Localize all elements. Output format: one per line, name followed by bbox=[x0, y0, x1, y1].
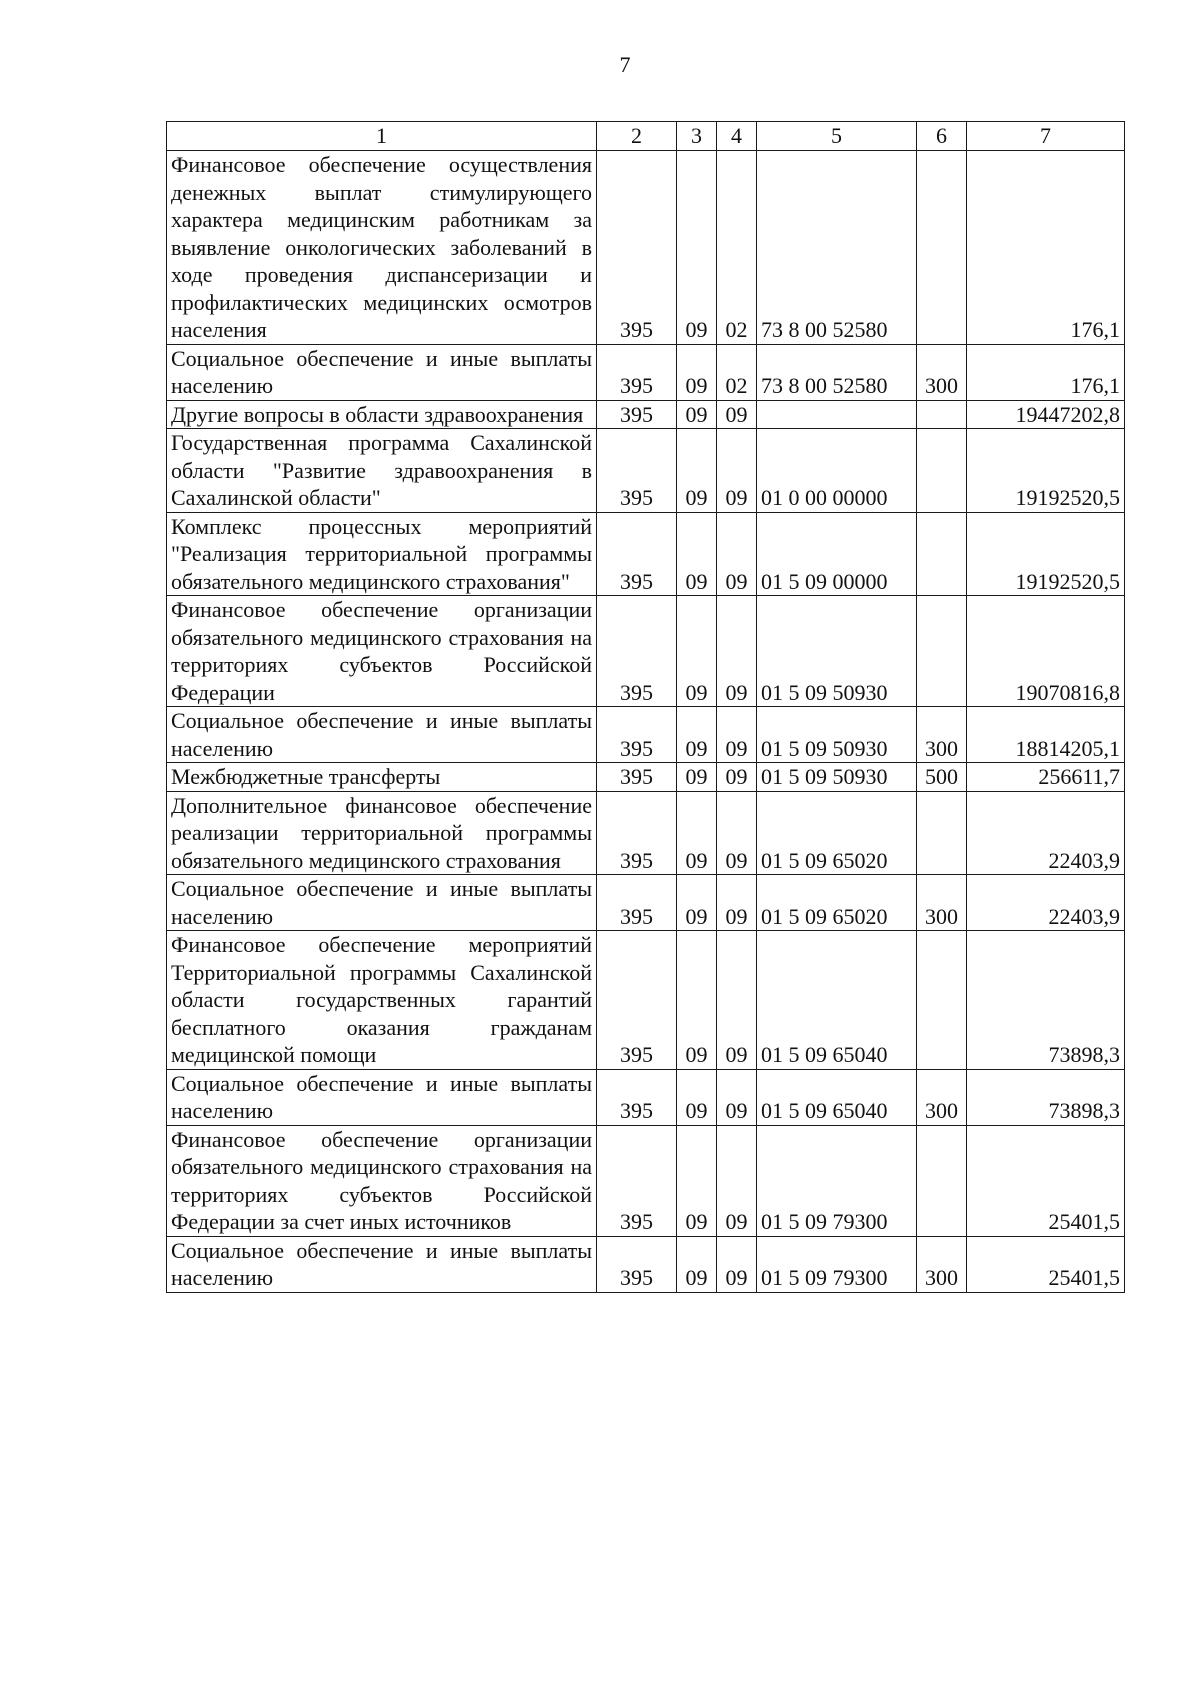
chapter-code-cell: 395 bbox=[597, 1236, 677, 1292]
amount-cell: 73898,3 bbox=[967, 931, 1125, 1070]
subsection-code-cell: 02 bbox=[717, 344, 757, 400]
expense-type-cell bbox=[917, 791, 967, 875]
chapter-code-cell: 395 bbox=[597, 429, 677, 513]
table-row bbox=[167, 151, 1125, 345]
expense-type-cell: 300 bbox=[917, 344, 967, 400]
row-name-cell: Социальное обеспечение и иные выплаты населению bbox=[167, 875, 597, 931]
page-number: 7 bbox=[619, 52, 631, 77]
amount-cell: 25401,5 bbox=[967, 1236, 1125, 1292]
expense-type-cell: 300 bbox=[917, 1069, 967, 1125]
section-code-cell: 09 bbox=[677, 707, 717, 763]
chapter-code-cell: 395 bbox=[597, 707, 677, 763]
column-header: 7 bbox=[967, 122, 1125, 151]
target-article-cell: 01 5 09 00000 bbox=[757, 512, 917, 596]
section-code-cell: 09 bbox=[677, 1069, 717, 1125]
row-name-cell: Финансовое обеспечение организации обязательного медицинского страхования на территориях субъектов Российской Федерации за счет иных источников bbox=[167, 1125, 597, 1236]
table-row bbox=[167, 931, 1125, 1070]
section-code-cell: 09 bbox=[677, 791, 717, 875]
section-code-cell: 09 bbox=[677, 151, 717, 345]
subsection-code-cell: 02 bbox=[717, 151, 757, 345]
table-row bbox=[167, 1069, 1125, 1125]
chapter-code-cell: 395 bbox=[597, 344, 677, 400]
chapter-code-cell: 395 bbox=[597, 875, 677, 931]
amount-cell: 19447202,8 bbox=[967, 400, 1125, 429]
expense-type-cell: 500 bbox=[917, 763, 967, 792]
row-name-cell: Дополнительное финансовое обеспечение реализации территориальной программы обязательного медицинского страхования bbox=[167, 791, 597, 875]
expense-type-cell bbox=[917, 931, 967, 1070]
amount-cell: 19070816,8 bbox=[967, 596, 1125, 707]
table-row bbox=[167, 1236, 1125, 1292]
table-row bbox=[167, 400, 1125, 429]
amount-cell: 176,1 bbox=[967, 151, 1125, 345]
row-name-cell: Социальное обеспечение и иные выплаты населению bbox=[167, 1236, 597, 1292]
target-article-cell: 01 5 09 65040 bbox=[757, 931, 917, 1070]
expense-type-cell: 300 bbox=[917, 875, 967, 931]
section-code-cell: 09 bbox=[677, 596, 717, 707]
section-code-cell: 09 bbox=[677, 875, 717, 931]
target-article-cell: 01 5 09 65020 bbox=[757, 875, 917, 931]
expense-type-cell bbox=[917, 429, 967, 513]
section-code-cell: 09 bbox=[677, 512, 717, 596]
target-article-cell: 01 5 09 65020 bbox=[757, 791, 917, 875]
expense-type-cell: 300 bbox=[917, 1236, 967, 1292]
expense-type-cell bbox=[917, 596, 967, 707]
chapter-code-cell: 395 bbox=[597, 1125, 677, 1236]
section-code-cell: 09 bbox=[677, 931, 717, 1070]
row-name-cell: Государственная программа Сахалинской области "Развитие здравоохранения в Сахалинской области" bbox=[167, 429, 597, 513]
chapter-code-cell: 395 bbox=[597, 763, 677, 792]
row-name-cell: Другие вопросы в области здравоохранения bbox=[167, 400, 597, 429]
expense-type-cell: 300 bbox=[917, 707, 967, 763]
chapter-code-cell: 395 bbox=[597, 791, 677, 875]
column-header: 5 bbox=[757, 122, 917, 151]
amount-cell: 73898,3 bbox=[967, 1069, 1125, 1125]
row-name-cell: Межбюджетные трансферты bbox=[167, 763, 597, 792]
table-row bbox=[167, 763, 1125, 792]
expense-type-cell bbox=[917, 512, 967, 596]
amount-cell: 25401,5 bbox=[967, 1125, 1125, 1236]
section-code-cell: 09 bbox=[677, 400, 717, 429]
column-header: 1 bbox=[167, 122, 597, 151]
subsection-code-cell: 09 bbox=[717, 1069, 757, 1125]
row-name-cell: Финансовое обеспечение осуществления денежных выплат стимулирующего характера медицинским работникам за выявление онкологических заболеваний в ходе проведения диспансеризации и профилактических медицинских осмотров населения bbox=[167, 151, 597, 345]
row-name-cell: Социальное обеспечение и иные выплаты населению bbox=[167, 707, 597, 763]
target-article-cell: 01 5 09 79300 bbox=[757, 1125, 917, 1236]
subsection-code-cell: 09 bbox=[717, 512, 757, 596]
target-article-cell: 01 5 09 50930 bbox=[757, 763, 917, 792]
subsection-code-cell: 09 bbox=[717, 763, 757, 792]
amount-cell: 19192520,5 bbox=[967, 512, 1125, 596]
column-header: 2 bbox=[597, 122, 677, 151]
chapter-code-cell: 395 bbox=[597, 596, 677, 707]
subsection-code-cell: 09 bbox=[717, 1125, 757, 1236]
column-header: 6 bbox=[917, 122, 967, 151]
subsection-code-cell: 09 bbox=[717, 400, 757, 429]
expense-type-cell bbox=[917, 400, 967, 429]
expense-type-cell bbox=[917, 151, 967, 345]
chapter-code-cell: 395 bbox=[597, 1069, 677, 1125]
header-row bbox=[167, 122, 1125, 151]
section-code-cell: 09 bbox=[677, 1236, 717, 1292]
table-row bbox=[167, 791, 1125, 875]
table-row bbox=[167, 596, 1125, 707]
row-name-cell: Финансовое обеспечение мероприятий Территориальной программы Сахалинской области государственных гарантий бесплатного оказания гражданам медицинской помощи bbox=[167, 931, 597, 1070]
table-row bbox=[167, 707, 1125, 763]
row-name-cell: Финансовое обеспечение организации обязательного медицинского страхования на территориях субъектов Российской Федерации bbox=[167, 596, 597, 707]
subsection-code-cell: 09 bbox=[717, 429, 757, 513]
subsection-code-cell: 09 bbox=[717, 707, 757, 763]
section-code-cell: 09 bbox=[677, 1125, 717, 1236]
target-article-cell: 01 0 00 00000 bbox=[757, 429, 917, 513]
amount-cell: 22403,9 bbox=[967, 791, 1125, 875]
chapter-code-cell: 395 bbox=[597, 931, 677, 1070]
section-code-cell: 09 bbox=[677, 429, 717, 513]
subsection-code-cell: 09 bbox=[717, 596, 757, 707]
chapter-code-cell: 395 bbox=[597, 400, 677, 429]
target-article-cell: 73 8 00 52580 bbox=[757, 344, 917, 400]
subsection-code-cell: 09 bbox=[717, 791, 757, 875]
table-row bbox=[167, 875, 1125, 931]
subsection-code-cell: 09 bbox=[717, 875, 757, 931]
amount-cell: 176,1 bbox=[967, 344, 1125, 400]
table-row bbox=[167, 344, 1125, 400]
budget-table bbox=[166, 121, 1125, 1293]
row-name-cell: Комплекс процессных мероприятий "Реализация территориальной программы обязательного медицинского страхования" bbox=[167, 512, 597, 596]
target-article-cell: 01 5 09 50930 bbox=[757, 596, 917, 707]
subsection-code-cell: 09 bbox=[717, 1236, 757, 1292]
chapter-code-cell: 395 bbox=[597, 151, 677, 345]
amount-cell: 22403,9 bbox=[967, 875, 1125, 931]
expense-type-cell bbox=[917, 1125, 967, 1236]
subsection-code-cell: 09 bbox=[717, 931, 757, 1070]
target-article-cell: 01 5 09 50930 bbox=[757, 707, 917, 763]
section-code-cell: 09 bbox=[677, 344, 717, 400]
table-row bbox=[167, 429, 1125, 513]
amount-cell: 18814205,1 bbox=[967, 707, 1125, 763]
row-name-cell: Социальное обеспечение и иные выплаты населению bbox=[167, 1069, 597, 1125]
table-row bbox=[167, 1125, 1125, 1236]
target-article-cell bbox=[757, 400, 917, 429]
column-header: 4 bbox=[717, 122, 757, 151]
chapter-code-cell: 395 bbox=[597, 512, 677, 596]
column-header: 3 bbox=[677, 122, 717, 151]
target-article-cell: 73 8 00 52580 bbox=[757, 151, 917, 345]
amount-cell: 19192520,5 bbox=[967, 429, 1125, 513]
target-article-cell: 01 5 09 65040 bbox=[757, 1069, 917, 1125]
table-row bbox=[167, 512, 1125, 596]
target-article-cell: 01 5 09 79300 bbox=[757, 1236, 917, 1292]
row-name-cell: Социальное обеспечение и иные выплаты населению bbox=[167, 344, 597, 400]
section-code-cell: 09 bbox=[677, 763, 717, 792]
amount-cell: 256611,7 bbox=[967, 763, 1125, 792]
